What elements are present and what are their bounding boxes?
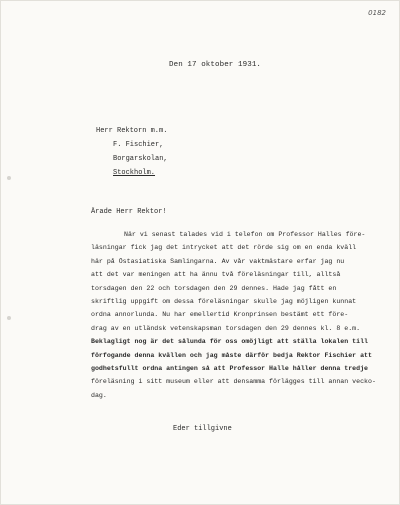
body-line: ordna annorlunda. Nu har emellertid Kronprinsen bestämt ett före- bbox=[91, 311, 349, 319]
body-line: att det var meningen att ha ännu två föreläsningar till, alltså bbox=[91, 271, 341, 279]
body-line: här på Östasiatiska Samlingarna. Av vår vaktmästare erfar jag nu bbox=[91, 257, 345, 265]
page-number: 0182 bbox=[368, 9, 386, 17]
body-line: drag av en utländsk vetenskapsman torsdagen den 29 dennes kl. 8 e.m. bbox=[91, 324, 361, 332]
closing: Eder tillgivne bbox=[173, 425, 232, 433]
body-line: Beklagligt nog är det sålunda för oss omöjligt att ställa lokalen till bbox=[91, 338, 368, 346]
letter-date: Den 17 oktober 1931. bbox=[169, 61, 262, 69]
letter-body bbox=[91, 228, 381, 402]
addressee-block bbox=[96, 124, 168, 180]
addressee-city: Stockholm. bbox=[113, 169, 156, 177]
salutation: Ärade Herr Rektor! bbox=[91, 208, 167, 216]
body-line: När vi senast talades vid i telefon om Professor Halles före- bbox=[124, 231, 366, 238]
punch-hole-mark bbox=[7, 176, 11, 180]
body-line: föreläsning i sitt museum eller att densamma förlägges till annan vecko- bbox=[91, 378, 376, 386]
body-line: godhetsfullt ordna antingen så att Professor Halle håller denna tredje bbox=[91, 365, 368, 373]
addressee-title: Herr Rektorn m.m. bbox=[96, 127, 168, 135]
addressee-name: F. Fischier, bbox=[113, 141, 164, 149]
addressee-institution: Borgarskolan, bbox=[113, 155, 168, 163]
punch-hole-mark bbox=[7, 316, 11, 320]
body-line: förfogande denna kvällen och jag måste därför bedja Rektor Fischier att bbox=[91, 351, 372, 359]
body-line: torsdagen den 22 och torsdagen den 29 dennes. Hade jag fått en bbox=[91, 284, 337, 292]
body-line: läsningar fick jag det intrycket att det rörde sig om en enda kväll bbox=[91, 244, 357, 252]
body-line: dag. bbox=[91, 391, 107, 399]
body-line: skriftlig uppgift om dessa föreläsningar skulle jag möjligen kunnat bbox=[91, 298, 357, 306]
